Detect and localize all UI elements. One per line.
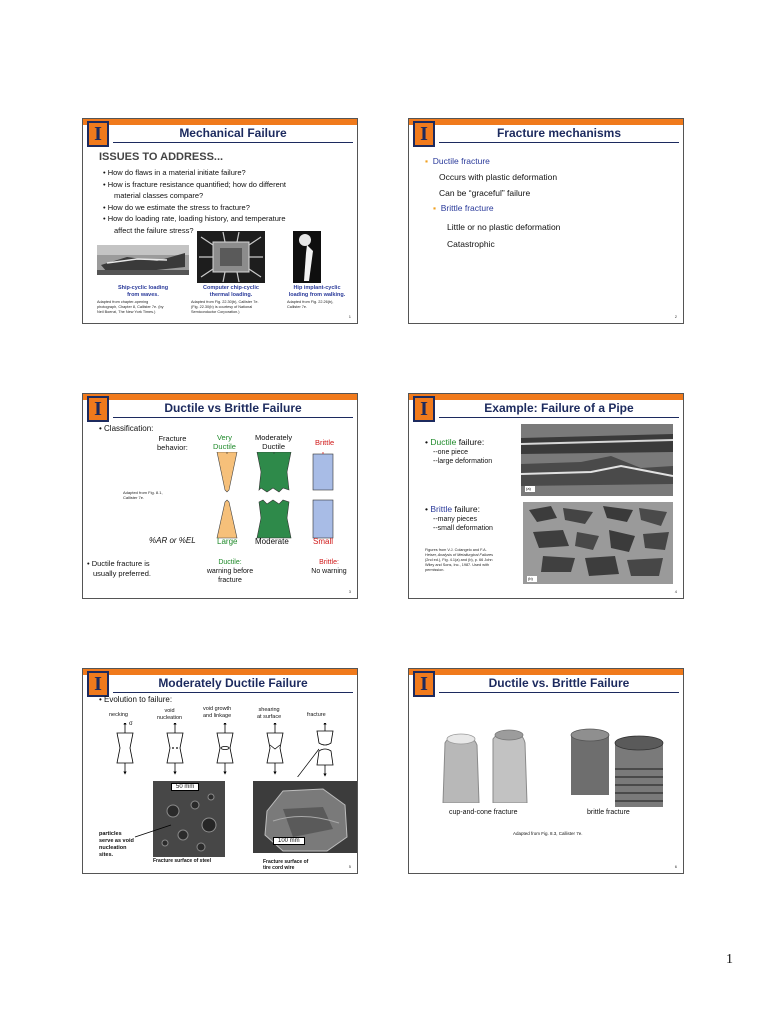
evolution-label: • Evolution to failure: [99,695,173,704]
credit-line: photograph, Chapter 8, Callister 7e. (by [97,305,164,309]
note-line: particles [99,831,122,837]
issues-list [103,167,286,236]
credit-line: Callister 7e. [287,305,308,309]
university-logo: I [87,396,109,422]
note-line: warning before [206,568,254,575]
figure-credit: Adapted from Fig. 8.3, Callister 7e. [513,831,583,836]
sigma-symbol: σ [129,721,133,727]
slide-ductile-vs-brittle [82,393,358,599]
slide-title: Ductile vs Brittle Failure [164,401,302,415]
brittle-warning-note [301,558,357,576]
stage-shearing-label [257,707,281,721]
caption-line: thermal loading. [209,292,253,298]
slide-title: Mechanical Failure [179,126,287,140]
title-underline [113,417,353,418]
caption-line: Ship-cyclic loading [117,285,169,291]
credit-line: Heiser, Analysis of Metallurgical Failures [425,553,494,557]
ship-credit [97,300,163,315]
slide-failure-of-pipe [408,393,684,599]
credit-line: Adapted from chapter-opening [97,300,149,304]
brittle-caption: brittle fracture [587,809,630,816]
brittle-details [433,515,493,533]
title-underline [439,417,679,418]
brittle-failure-heading [425,504,480,514]
steel-caption: Fracture surface of steel [153,858,212,864]
ar-el-label: %AR or %EL [149,536,196,545]
ductile-details [433,448,492,466]
cup-cone-caption: cup-and-cone fracture [449,809,518,816]
brittle-fracture-bullet [433,203,494,213]
ductile-line-2: Can be “graceful” failure [439,188,531,198]
note-line: sites. [99,852,114,858]
caption-line: Hip implant-cyclic [293,285,341,291]
stage-nucleation-label [157,708,182,722]
ductile-line-1: Occurs with plastic deformation [439,172,558,182]
steel-fracture-photo [153,781,225,857]
slide-ductile-vs-brittle-photos [408,668,684,874]
issue-item [103,190,286,202]
note-line: No warning [311,568,347,575]
computer-chip-image [197,231,265,283]
heading-rest: failure: [452,504,480,514]
stage-label-line: at surface [257,714,282,720]
brittle-label: Brittle [315,438,335,447]
hip-caption [279,285,355,299]
credit-line: (2nd ed.), Fig. 4.1(a) and (b), p. 66 John [425,558,493,562]
label-line: Ductile [262,442,286,451]
void-growth-stage [217,723,233,773]
detail-line: --one piece [433,449,469,456]
label-line: Ductile [213,442,236,451]
very-ductile-upper [217,452,237,492]
caption-line: Fracture surface of [263,859,309,865]
slide-top-bar [409,394,683,400]
brittle-pipe-photo [523,502,673,584]
small-label: Small [313,537,334,546]
bullet-marker: • [425,504,431,514]
slide-number: 3 [348,589,351,594]
brittle-fracture-photo [565,725,675,807]
cup-and-cone-photo [439,725,539,803]
slide-number: 2 [674,314,677,319]
classification-label: • Classification: [99,424,154,433]
necking-stage [117,723,133,773]
photo-tag-b: (b) [528,576,533,581]
bullet-text: Brittle fracture [440,203,494,213]
issues-heading: ISSUES TO ADDRESS... [99,151,224,163]
hip-implant-photo [293,231,321,283]
tire-cord-fracture-photo [253,781,357,853]
figure-credit [123,490,163,500]
note-line: nucleation [99,845,127,851]
chip-caption [191,285,271,299]
photo-tag-a: (a) [526,486,531,491]
note-line: • Ductile fracture is [87,559,150,568]
failure-evolution-diagram [103,723,353,777]
very-ductile-label [213,433,236,451]
hip-credit [287,300,333,310]
ductile-pipe-image [521,424,673,496]
tire-cord-fracture-image [253,781,357,853]
brittle-pipe-image [523,502,673,584]
label-line: Very [216,433,232,442]
stage-label-line: fracture [307,712,326,718]
caption-line: loading from walking. [288,292,346,298]
credit-line: Figures from V.J. Colangelo and F.A. [425,548,487,552]
page-number: 1 [726,952,733,967]
ductile-warning-note [195,558,265,585]
chip-photo [197,231,265,283]
credit-line: Neil Boenzi, The New York Times.) [97,310,156,314]
stage-label-line: and linkage [203,713,232,719]
fracture-behavior-label [157,434,188,452]
stage-label-line: void [164,708,175,714]
slide-top-bar [83,119,357,125]
ductile-fracture-bullet [425,156,490,166]
slide-number: 4 [674,589,677,594]
university-logo: I [413,121,435,147]
bullet-marker: ▪ [433,203,437,213]
caption-line: Computer chip-cyclic [203,285,259,291]
slide-title: Example: Failure of a Pipe [484,401,634,415]
bullet-text: Ductile fracture [432,156,490,166]
note-line: Brittle: [319,559,339,566]
caption-line: tire cord wire [263,865,295,871]
credit-line: Callister 7e. [123,495,145,500]
particles-note [99,831,134,859]
slide-title: Fracture mechanisms [496,126,622,140]
stage-growth-label [203,706,231,720]
university-logo: I [87,671,109,697]
ship-photo [97,245,189,275]
credit-line: Wiley and Sons, Inc., 1987. Used with [425,563,489,567]
brittle-word: Brittle [430,504,453,514]
university-logo: I [413,396,435,422]
credit-line: Adapted from Fig. 22.26(b), [287,300,334,304]
stage-label-line: shearing [258,707,280,713]
ductile-word: Ductile [430,437,457,447]
brittle-line-1: Little or no plastic deformation [447,222,561,232]
issue-text: How do loading rate, loading history, and temperature [107,214,286,223]
slide-number: 1 [348,314,351,319]
credit-line: permission. [425,568,445,572]
issue-item: • How do we estimate the stress to fracture? [103,202,250,212]
title-underline [113,692,353,693]
slide-moderately-ductile-failure [82,668,358,874]
moderately-ductile-lower [257,500,291,538]
stage-label-line: void growth [203,706,232,712]
moderately-ductile-upper [257,452,291,492]
stage-fracture-label [307,712,326,718]
chip-credit [191,300,259,315]
university-logo: I [413,671,435,697]
label-line: Moderately [255,433,293,442]
caption-line: from waves. [127,292,159,298]
credit-line: Semiconductor Corporation.) [191,310,240,314]
slide-title: Moderately Ductile Failure [158,676,308,690]
ship-caption [97,285,189,299]
title-underline [113,142,353,143]
slide-mechanical-failure [82,118,358,324]
bullet-marker: • [425,437,431,447]
note-line: usually preferred. [93,569,151,578]
slide-top-bar [83,394,357,400]
note-line: serve as void [99,838,134,844]
issue-text: material classes compare? [114,191,204,200]
moderately-ductile-label [255,433,292,451]
ductile-failure-heading [425,437,484,447]
void-nucleation-stage [167,723,183,773]
slide-number: 6 [674,864,677,869]
stage-label-line: necking [109,712,128,718]
note-line: fracture [218,577,242,584]
slide-number: 5 [348,864,351,869]
fracture-stage [293,723,333,777]
ship-wreck-image [97,245,189,275]
brittle-upper [313,454,333,490]
detail-line: --small deformation [433,525,493,532]
slide-top-bar [83,669,357,675]
brittle-line-2: Catastrophic [447,239,495,249]
title-underline [439,142,679,143]
large-label: Large [217,537,238,546]
figure-credit [425,548,493,573]
credit-line: (Fig. 22.30(b) is courtesy of National [191,305,253,309]
label-line: behavior: [157,443,188,452]
ductile-pipe-photo [521,424,673,496]
university-logo: I [87,121,109,147]
slide-title: Ductile vs. Brittle Failure [488,676,630,690]
moderate-label: Moderate [255,537,289,546]
ductile-preferred-note [87,559,151,579]
brittle-lower [313,500,333,538]
fracture-behavior-diagram [203,452,353,542]
issue-text: affect the failure stress? [114,225,194,235]
tire-cord-caption [263,859,308,871]
particles-pointer-line [133,823,173,839]
issue-text: How do flaws in a material initiate failure? [107,168,246,177]
detail-line: --large deformation [433,458,493,465]
note-line: Ductile: [218,559,242,566]
detail-line: --many pieces [433,516,477,523]
steel-fracture-image [153,781,225,857]
issue-item: • How do flaws in a material initiate failure? [103,168,246,177]
slide-fracture-mechanisms [408,118,684,324]
bullet-marker: ▪ [425,156,429,166]
heading-rest: failure: [456,437,485,447]
credit-line: Adapted from Fig. 8.1, [123,490,163,495]
shearing-stage [267,723,283,773]
title-underline [439,692,679,693]
issue-text: How is fracture resistance quantified; how do different [107,179,287,189]
issue-text: How do we estimate the stress to fracture? [107,202,250,212]
stage-label-line: nucleation [157,715,183,721]
slide-top-bar [409,119,683,125]
issue-item: • How do loading rate, loading history, and temperature [103,214,286,223]
hip-implant-image [293,231,321,283]
scale-bar-100: 100 mm [273,837,305,845]
issue-item: • How is fracture resistance quantified; how do different [103,179,287,189]
very-ductile-lower [217,500,237,538]
scale-bar-50: 50 mm [171,783,199,791]
label-line: Fracture [158,434,187,443]
slide-top-bar [409,669,683,675]
stage-necking-label [109,712,128,718]
credit-line: Adapted from Fig. 22.30(b), Callister 7e. [191,300,259,304]
